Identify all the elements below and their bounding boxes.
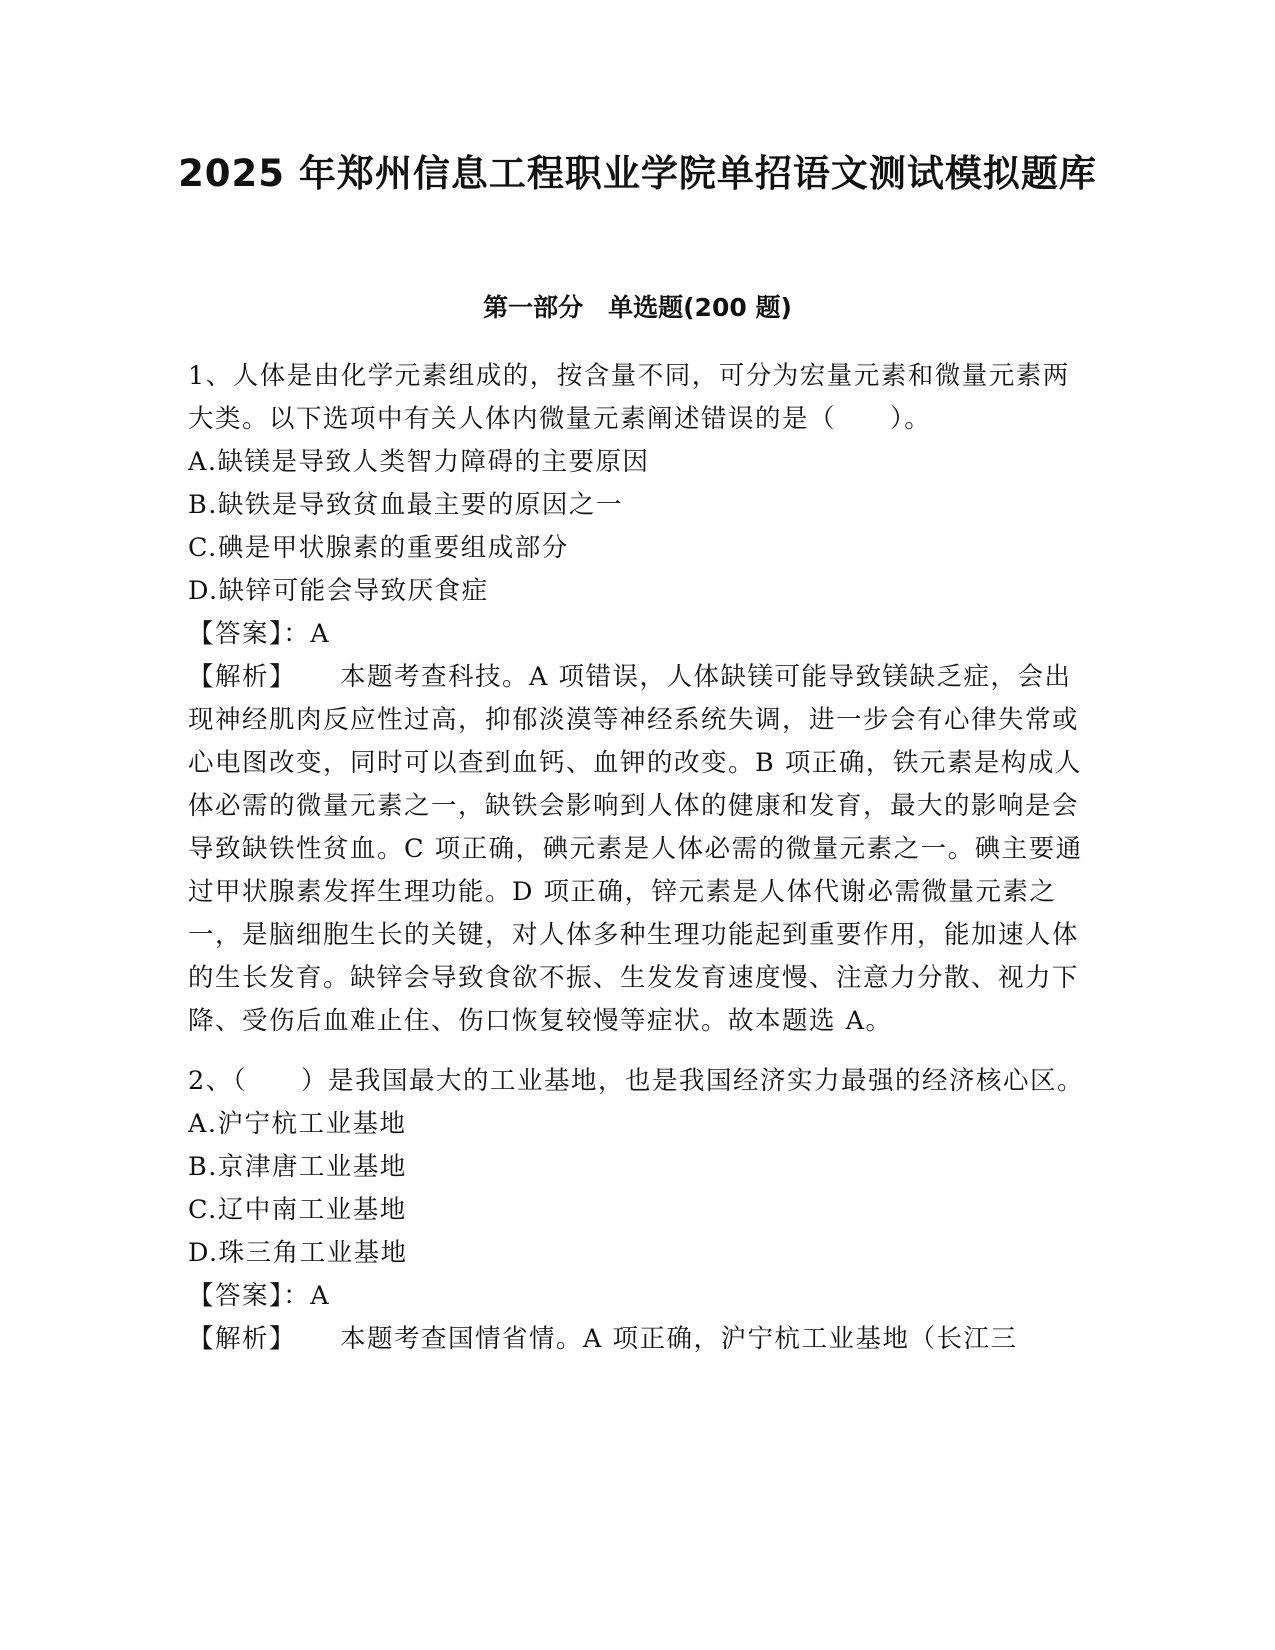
answer-value: A — [310, 1281, 331, 1311]
question-stem: 2、（ ）是我国最大的工业基地，也是我国经济实力最强的经济核心区。 — [188, 1066, 1084, 1096]
option-a: A.沪宁杭工业基地 — [188, 1109, 407, 1139]
question-stem: 1、人体是由化学元素组成的，按含量不同，可分为宏量元素和微量元素两大类。以下选项中有关人体内微量元素阐述错误的是（ ）。 — [188, 361, 1070, 434]
analysis-paragraph — [188, 1318, 1088, 1361]
question-item — [188, 1060, 1088, 1361]
analysis-paragraph — [188, 656, 1088, 1043]
question-list — [188, 355, 1088, 1378]
option-d: D.缺锌可能会导致厌食症 — [188, 576, 489, 606]
analysis-text: 本题考查国情省情。A 项正确，沪宁杭工业基地（长江三 — [340, 1324, 1018, 1354]
analysis-label: 【解析】 — [188, 662, 297, 692]
option-c: C.辽中南工业基地 — [188, 1195, 407, 1225]
analysis-text: 本题考查科技。A 项错误，人体缺镁可能导致镁缺乏症，会出现神经肌肉反应性过高，抑郁淡漠等神经系统失调，进一步会有心律失常或心电图改变，同时可以查到血钙、血钾的改变。B 项正确，铁元素是构成人体必需的微量元素之一，缺铁会影响到人体的健康和发育，最大的影响是会导致缺铁性贫血。C 项正确，碘元素是人体必需的微量元素之一。碘主要通过甲状腺素发挥生理功能。D 项正确，锌元素是人体代谢必需微量元素之一，是脑细胞生长的关键，对人体多种生理功能起到重要作用，能加速人体的生长发育。缺锌会导致食欲不振、生发发育速度慢、注意力分散、视力下降、受伤后血难止住、伤口恢复较慢等症状。故本题选 A。 — [188, 662, 1083, 1036]
answer-line — [188, 613, 1088, 656]
answer-label: 【答案】： — [188, 1281, 311, 1311]
answer-label: 【答案】： — [188, 619, 311, 649]
option-c: C.碘是甲状腺素的重要组成部分 — [188, 533, 569, 563]
answer-line — [188, 1275, 1088, 1318]
document-title: 2025 年郑州信息工程职业学院单招语文测试模拟题库 — [178, 152, 1097, 195]
option-b: B.京津唐工业基地 — [188, 1152, 407, 1182]
option-b: B.缺铁是导致贫血最主要的原因之一 — [188, 490, 623, 520]
question-item — [188, 355, 1088, 1043]
option-d: D.珠三角工业基地 — [188, 1238, 408, 1268]
section-title: 第一部分 单选题(200 题) — [483, 293, 792, 322]
option-a: A.缺镁是导致人类智力障碍的主要原因 — [188, 447, 650, 477]
answer-value: A — [310, 619, 331, 649]
analysis-label: 【解析】 — [188, 1324, 297, 1354]
